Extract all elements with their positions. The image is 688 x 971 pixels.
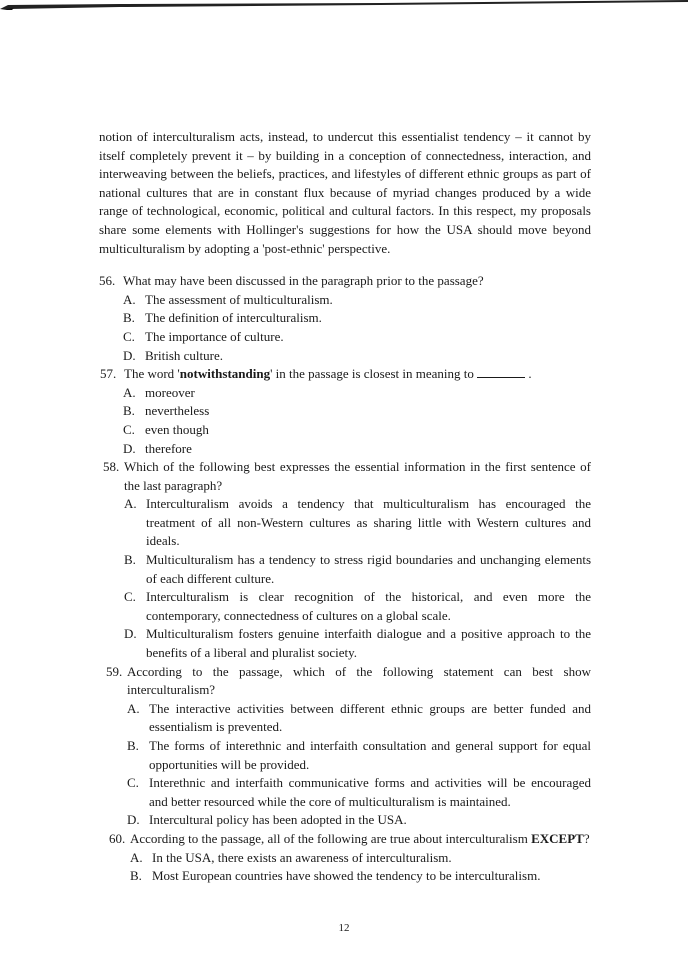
option-d[interactable]: D. Intercultural policy has been adopted in the USA. [127,812,407,828]
question-text: What may have been discussed in the paragraph prior to the passage? [123,273,484,289]
passage-paragraph: notion of interculturalism acts, instead, to undercut this essentialist tendency – it cannot by itself completely prevent it – by building in a conception of connectedness, interaction, and interweaving between the beliefs, practices, and lifestyles of different ethnic groups as part of national cultures that are in constant flux because of myriad changes produced by a wide range of technological, economic, political and cultural factors. In this respect, my proposals share some elements with Hollinger's suggestions for how the USA should move beyond multiculturalism by adopting a 'post-ethnic' perspective. [99,129,591,256]
option-c[interactable]: C. Interethnic and interfaith communicative forms and activities will be encouraged and better resourced while the core of multiculturalism is maintained. [127,775,591,809]
question-60 [99,830,591,886]
question-text: According to the passage, all of the following are true about interculturalism EXCEPT? [130,830,590,846]
question-number: 60. [109,830,126,846]
option-b[interactable]: B. Most European countries have showed the tendency to be interculturalism. [130,868,541,884]
question-number: 56. [99,273,116,289]
option-b[interactable]: B. The definition of interculturalism. [123,310,322,326]
option-b[interactable]: B. The forms of interethnic and interfaith consultation and general support for equal opportunities will be provided. [127,738,591,772]
question-text: Which of the following best expresses the essential information in the first sentence of the last paragraph? [124,459,591,493]
question-56 [99,272,591,365]
answer-blank[interactable] [477,365,525,378]
document-page [99,128,591,886]
question-text: The word 'notwithstanding' in the passage is closest in meaning to . [124,366,532,382]
option-a[interactable]: A. In the USA, there exists an awareness of interculturalism. [130,849,452,865]
page-number: 12 [338,922,350,934]
keyword: EXCEPT [531,830,584,846]
option-c[interactable]: C. even though [123,421,209,437]
option-b[interactable]: B. nevertheless [123,403,210,419]
question-59 [99,663,591,830]
option-d[interactable]: D. British culture. [123,347,223,363]
option-c[interactable]: C. The importance of culture. [123,328,284,344]
option-d[interactable]: D. Multiculturalism fosters genuine interfaith dialogue and a positive approach to the benefits of a liberal and pluralist society. [124,626,591,661]
option-d[interactable]: D. therefore [123,440,192,456]
scan-edge-artifact [0,0,688,12]
option-a[interactable]: A. The interactive activities between different ethnic groups are better funded and essentialism is prevented. [127,700,591,735]
question-text: According to the passage, which of the following statement can best show interculturalism? [127,663,591,698]
option-c[interactable]: C. Interculturalism is clear recognition of the historical, and even more the contemporary, connectedness of cultures on a global scale. [124,589,591,623]
option-a[interactable]: A. moreover [123,384,195,400]
question-number: 57. [100,366,117,382]
keyword: notwithstanding [179,366,271,382]
option-b[interactable]: B. Multiculturalism has a tendency to stress rigid boundaries and unchanging elements of each different culture. [124,552,591,586]
question-58 [99,458,591,663]
option-a[interactable]: A. The assessment of multiculturalism. [123,291,333,307]
question-number: 59. [106,663,123,679]
question-57 [99,365,591,458]
question-number: 58. [103,459,120,475]
option-a[interactable]: A. Interculturalism avoids a tendency that multiculturalism has encouraged the treatment of all non-Western cultures as sharing little with Western cultures and ideals. [124,496,591,549]
